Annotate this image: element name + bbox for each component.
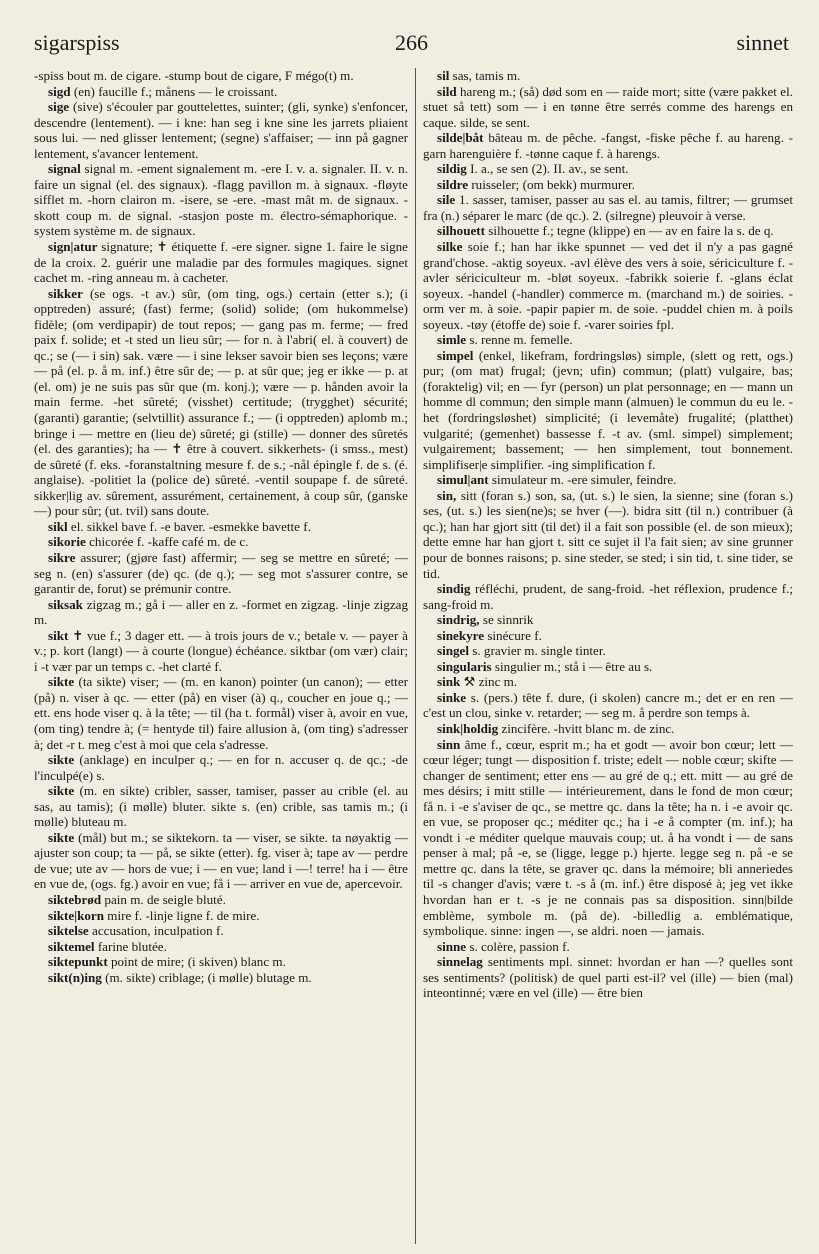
entry-headword: sikker [48, 285, 83, 301]
dictionary-entry: sikt(n)ing (m. sikte) criblage; (i mølle) blutage m. [48, 969, 312, 985]
entry-headword: sikorie [48, 534, 86, 550]
left-guide-word: sigarspiss [34, 30, 120, 55]
entry-headword: sikte [48, 752, 75, 768]
dictionary-entry: sikte (mål) but m.; se siktekorn. ta — viser, se sikte. ta nøyaktig — ajuster son coup; ta — på, se sikte (etter). fg. viser à; tape av — perdre de vue; ute av — hors de vue; i — en vue; land i —! terre! ha i — être en vue de, (ogs. fg.) avoir en vue; få i — arriver en vue de, apercevoir. [34, 829, 408, 892]
dictionary-entry: silke soie f.; han har ikke spunnet — ved det il n'y a pas gagné grand'chose. -aktig soyeux. -avl élève des vers à soie, sériciculture f. -avler sériciculteur m. -bløt soyeux. -fabrikk soierie f. -glans éclat soyeux. -handel (-handler) commerce m. (marchand m.) de soiries. -orm ver m. à soie. -papir papier m. de soie. -puddel chien m. à poils soyeux. -tøy (étoffe de) soie f. -varer soiries fpl. [423, 239, 793, 332]
entry-headword: singel [437, 643, 470, 659]
dictionary-entry: sindig réfléchi, prudent, de sang-froid. -het réflexion, prudence f.; sang-froid m. [423, 581, 793, 612]
entry-headword: silhouett [437, 223, 486, 239]
entry-headword: singularis [437, 658, 492, 674]
entry-headword: siktemel [48, 938, 95, 954]
dictionary-entry: sikl el. sikkel bave f. -e baver. -esmekke bavette f. [48, 518, 311, 534]
entry-headword: sikt(n)ing [48, 969, 102, 985]
dictionary-entry: sink ⚒ zinc m. [437, 674, 518, 690]
dictionary-entry: siktelse accusation, inculpation f. [48, 923, 224, 939]
entry-headword: sigd [48, 83, 71, 99]
dictionary-entry: sikker (se ogs. -t av.) sûr, (om ting, ogs.) certain (etter s.); (i opptreden) assuré; (fast) ferme; (solid) solide; (om hukommelse) fidèle; (om verdipapir) de tout repos; — gang pas m. ferme; — fred paix f. solide; et -t sted un lieu sûr; — for n. à l'abri( el. à couvert) de qc.; se (— i sin) sak. være — i sine lekser savoir bien ses leçons; være — på (el. p. å m. inf.) être sûr de; — p. at sûr que; jeg er ikke — p. at (el. om) je ne suis pas sûr que (m. konj.); være — p. hånden avoir la main ferme. -het sûreté; (visshet) certitude; (trygghet) sécurité; (garanti) garantie; (selvtillit) assurance f.; — (i opptreden) aplomb m.; bringe i — mettre en (lieu de) sûreté; gi (stille) — donner des sûretés (el. des garanties); ha — ✝ être à couvert. sikkerhets- (i smss., mest) de sûreté (f. eks. -foranstaltning mesure f. de s.; -nål épingle f. de s. (é. anglaise). -politiet la (police de) sûreté. -ventil soupape f. de sûreté. sikker|lig av. sûrement, assurément, certainement, à coup sûr, (ganske —) pour sûr; (ut. tvil) sans doute. [34, 285, 408, 519]
entry-headword: siktelse [48, 923, 89, 939]
entry-headword: sindrig, [437, 612, 480, 628]
right-column [423, 68, 793, 1244]
entry-headword: silde|båt [437, 130, 484, 146]
entry-headword: silke [437, 239, 463, 255]
dictionary-entry: simpel (enkel, likefram, fordringsløs) simple, (slett og rett, ogs.) pur; (om mat) frugal; (jevn; ufin) commun; (platt) vulgaire, bas; (foraktelig) vil; en — fyr (person) un plat personnage; en — mann un homme dl commun; den simple mann (almuen) le commun du eu le. -het (fordringsløshet) simplicité; (i levemåte) frugalité; (platthet) vulgarité; (gemenhet) bassesse f. -t av. (sml. simpel) simplement; vulgairement; bassement; — hen simplement, tout bonnement. simplifiser|e simplifier. -ing simplification f. [423, 347, 793, 472]
entry-headword: sikl [48, 518, 68, 534]
dictionary-entry: sildig I. a., se sen (2). II. av., se sent. [437, 161, 629, 177]
dictionary-entry: siktebrød pain m. de seigle bluté. [48, 891, 226, 907]
dictionary-entry: sinke s. (pers.) tête f. dure, (i skolen) cancre m.; det er en ren — c'est un clou, sinke v. retarder; — seg m. å perdre son temps à. [423, 689, 793, 721]
dictionary-entry: sinn âme f., cœur, esprit m.; ha et godt — avoir bon cœur; lett — cœur léger; tungt — disposition f. triste; edelt — noble cœur; skifte — changer de sentiment; etter ens — au gré de q.; ett. mitt — au gré de mes désirs; i mitt stille — intérieurement, dans le fond de mon cœur; få n. i -e s'aviser de qc., se mettre qc. dans la tête; ha n. i -e avoir qc. en vue, se proposer qc.; méditer qc.; ha i -e å compter (m. inf.); ha vondt i -e méditer quelque mauvais coup; ut. å ha vondt i — de sans penser à mal; på -e, se (ligge, legge p.) hjerte. legge seg n. på -e se mettre qc. dans la tête, se graver qc. dans la mémoire; bli anneriedes til -s changer d'avis; være t. -s å (m. inf.) être disposé à; jeg vet ikke hvordan han er t. -s je ne connais pas sa disposition. sinn|bilde emblème, symbole m. (på de). -billedlig a. emblématique, symbolique. sinne: ingen —, se aldri. noen — jamais. [423, 736, 793, 939]
dictionary-entry: -spiss bout m. de cigare. -stump bout de cigare, F mégo(t) m. [34, 68, 354, 83]
dictionary-entry: sindrig, se sinnrik [437, 612, 534, 628]
entry-headword: sikte [48, 829, 75, 845]
dictionary-entry: siksak zigzag m.; gå i — aller en z. -formet en zigzag. -linje zigzag m. [34, 596, 408, 628]
dictionary-entry: simul|ant simulateur m. -ere simuler, feindre. [437, 472, 677, 488]
entry-headword: sil [437, 68, 450, 83]
dictionary-entry: signal signal m. -ement signalement m. -ere I. v. a. signaler. II. v. n. faire un signal (el. des signaux). -flagg pavillon m. à signaux. -fløyte sifflet m. -horn clairon m. -isere, se -ere. -mast mât m. de signaux. -skott coup m. de signal. -stasjon poste m. électro-sémaphorique. -system système m. de signaux. [34, 161, 408, 239]
dictionary-entry: sild hareng m.; (så) død som en — raide mort; sitte (være pakket el. stuet så tett) som — i en tønne être serrés comme des harengs en caque. silde, se sent. [423, 83, 793, 130]
dictionary-entry: sign|atur signature; ✝ étiquette f. -ere signer. signe 1. faire le signe de la croix. 2. guérir une maladie par des formules magiques. signet cachet m. -ring anneau m. à cacheter. [34, 239, 408, 286]
page-header [34, 30, 789, 60]
dictionary-entry: sikorie chicorée f. -kaffe café m. de c. [48, 534, 249, 550]
dictionary-entry: sikre assurer; (gjøre fast) affermir; — seg se mettre en sûreté; — seg n. (en) s'assurer (de) qc. (de q.); — seg mot s'assurer contre, se garantir de, forut) se prémunir contre. [34, 549, 408, 597]
entry-headword: simpel [437, 347, 474, 363]
dictionary-entry: silde|båt bâteau m. de pêche. -fangst, -fiske pêche f. au hareng. -garn harenguière f. -tønne caque f. à harengs. [423, 130, 793, 161]
dictionary-entry: sikt ✝ vue f.; 3 dager ett. — à trois jours de v.; betale v. — payer à v.; p. kort (langt) — à courte (longue) échéance. siktbar (om vær) clair; i -t vær par un temps c. -het clarté f. [34, 627, 408, 674]
column-divider [415, 68, 416, 1244]
entry-headword: sikre [48, 549, 76, 565]
entry-headword: siksak [48, 596, 83, 612]
entry-headword: siktepunkt [48, 954, 108, 970]
entry-headword: sige [48, 99, 70, 115]
dictionary-entry: sikte|korn mire f. -linje ligne f. de mire. [48, 907, 260, 923]
dictionary-entry: sildre ruisseler; (om bekk) murmurer. [437, 176, 635, 192]
entry-headword: sildig [437, 161, 467, 177]
dictionary-entry: singularis singulier m.; stå i — être au s. [437, 658, 653, 674]
entry-headword: sildre [437, 176, 469, 192]
entry-headword: sinne [437, 938, 467, 954]
dictionary-entry: simle s. renne m. femelle. [437, 332, 573, 348]
entry-headword: sinn [437, 736, 461, 752]
dictionary-entry: sinekyre sinécure f. [437, 627, 542, 643]
entry-headword: sikt [48, 627, 69, 643]
dictionary-entry: sil sas, tamis m. [437, 68, 521, 83]
dictionary-entry: sinne s. colère, passion f. [437, 938, 570, 954]
page-number: 266 [395, 30, 428, 55]
entry-headword: sign|atur [48, 239, 98, 255]
entry-headword: siktebrød [48, 891, 102, 907]
dictionary-entry: sikte (ta sikte) viser; — (m. en kanon) pointer (un canon); — etter (på) n. viser à qc. — etter (på) en viser (à) q., coucher en joue q.; — ett. ens hode viser q. à la tête; — til (ha t. formål) viser à, avoir en vue, (om ting) tendre à; (= hentyde til) faire allusion à, (om ting) s'adresser à; det -r t. meg c'est à moi que cela s'adresse. [34, 674, 408, 752]
entry-headword: simul|ant [437, 472, 489, 488]
dictionary-entry: sikte (anklage) en inculper q.; — en for n. accuser q. de qc.; -de l'inculpé(e) s. [34, 752, 408, 783]
dictionary-entry: sin, sitt (foran s.) son, sa, (ut. s.) le sien, la sienne; sine (foran s.) ses, (ut. s.) les sien(ne)s; se hver (—). bidra sitt (til n.) contribuer (à qc.); han har gjort sitt (til det) il a fait son possible (el. de son mieux); dette emne har han gjort t. sitt ce sujet il l'a fait sien; av sine grunner pour de bonnes raisons; p. sine steder, se sted; i sin tid, t. sine tider, se tid. [423, 487, 793, 581]
dictionary-entry: siktepunkt point de mire; (i skiven) blanc m. [48, 954, 286, 970]
entry-headword: sile [437, 192, 456, 208]
entry-headword: sinnelag [437, 954, 483, 970]
left-column [34, 68, 408, 1244]
dictionary-entry: sinnelag sentiments mpl. sinnet: hvordan er han —? quelles sont ses sentiments? (politisk) de quel parti est-il? vel (ille) — bien (mal) inteontinné; være en vel (ille) — être bien [423, 954, 793, 1001]
entry-headword: simle [437, 332, 467, 348]
entry-headword: sikte [48, 674, 75, 690]
dictionary-entry: singel s. gravier m. single tinter. [437, 643, 606, 659]
entry-headword: sikte [48, 783, 75, 799]
entry-headword: sikte|korn [48, 907, 104, 923]
entry-headword: sink|holdig [437, 720, 499, 736]
entry-headword: sinekyre [437, 627, 485, 643]
dictionary-entry: sige (sive) s'écouler par gouttelettes, suinter; (gli, synke) s'enfoncer, descendre (lentement). — i kne: han seg i kne sine les jarrets pliaient sous lui. — ned glisser lentement; (segne) s'affaiser; — inn på gagner lentement, s'avancer lentement. [34, 99, 408, 161]
entry-headword: sin, [437, 487, 457, 503]
entry-headword: sild [437, 83, 457, 99]
entry-headword: sindig [437, 581, 471, 597]
entry-headword: sink [437, 674, 461, 690]
entry-headword: sinke [437, 689, 467, 705]
dictionary-entry: siktemel farine blutée. [48, 938, 167, 954]
dictionary-entry: sink|holdig zincifère. -hvitt blanc m. de zinc. [437, 720, 675, 736]
dictionary-entry: sigd (en) faucille f.; månens — le croissant. [48, 83, 278, 99]
entry-headword: signal [48, 161, 81, 177]
right-guide-word: sinnet [736, 30, 789, 55]
dictionary-entry: sikte (m. en sikte) cribler, sasser, tamiser, passer au crible (el. au sas, au tamis); (i mølle) bluter. sikte s. (en) crible, sas tamis m.; (i mølle) bluteau m. [34, 783, 408, 830]
dictionary-entry: sile 1. sasser, tamiser, passer au sas el. au tamis, filtrer; — grumset fra (n.) séparer le marc (de qc.). 2. (silregne) pleuvoir à verse. [423, 192, 793, 223]
dictionary-entry: silhouett silhouette f.; tegne (klippe) en — av en faire la s. de q. [437, 223, 774, 239]
